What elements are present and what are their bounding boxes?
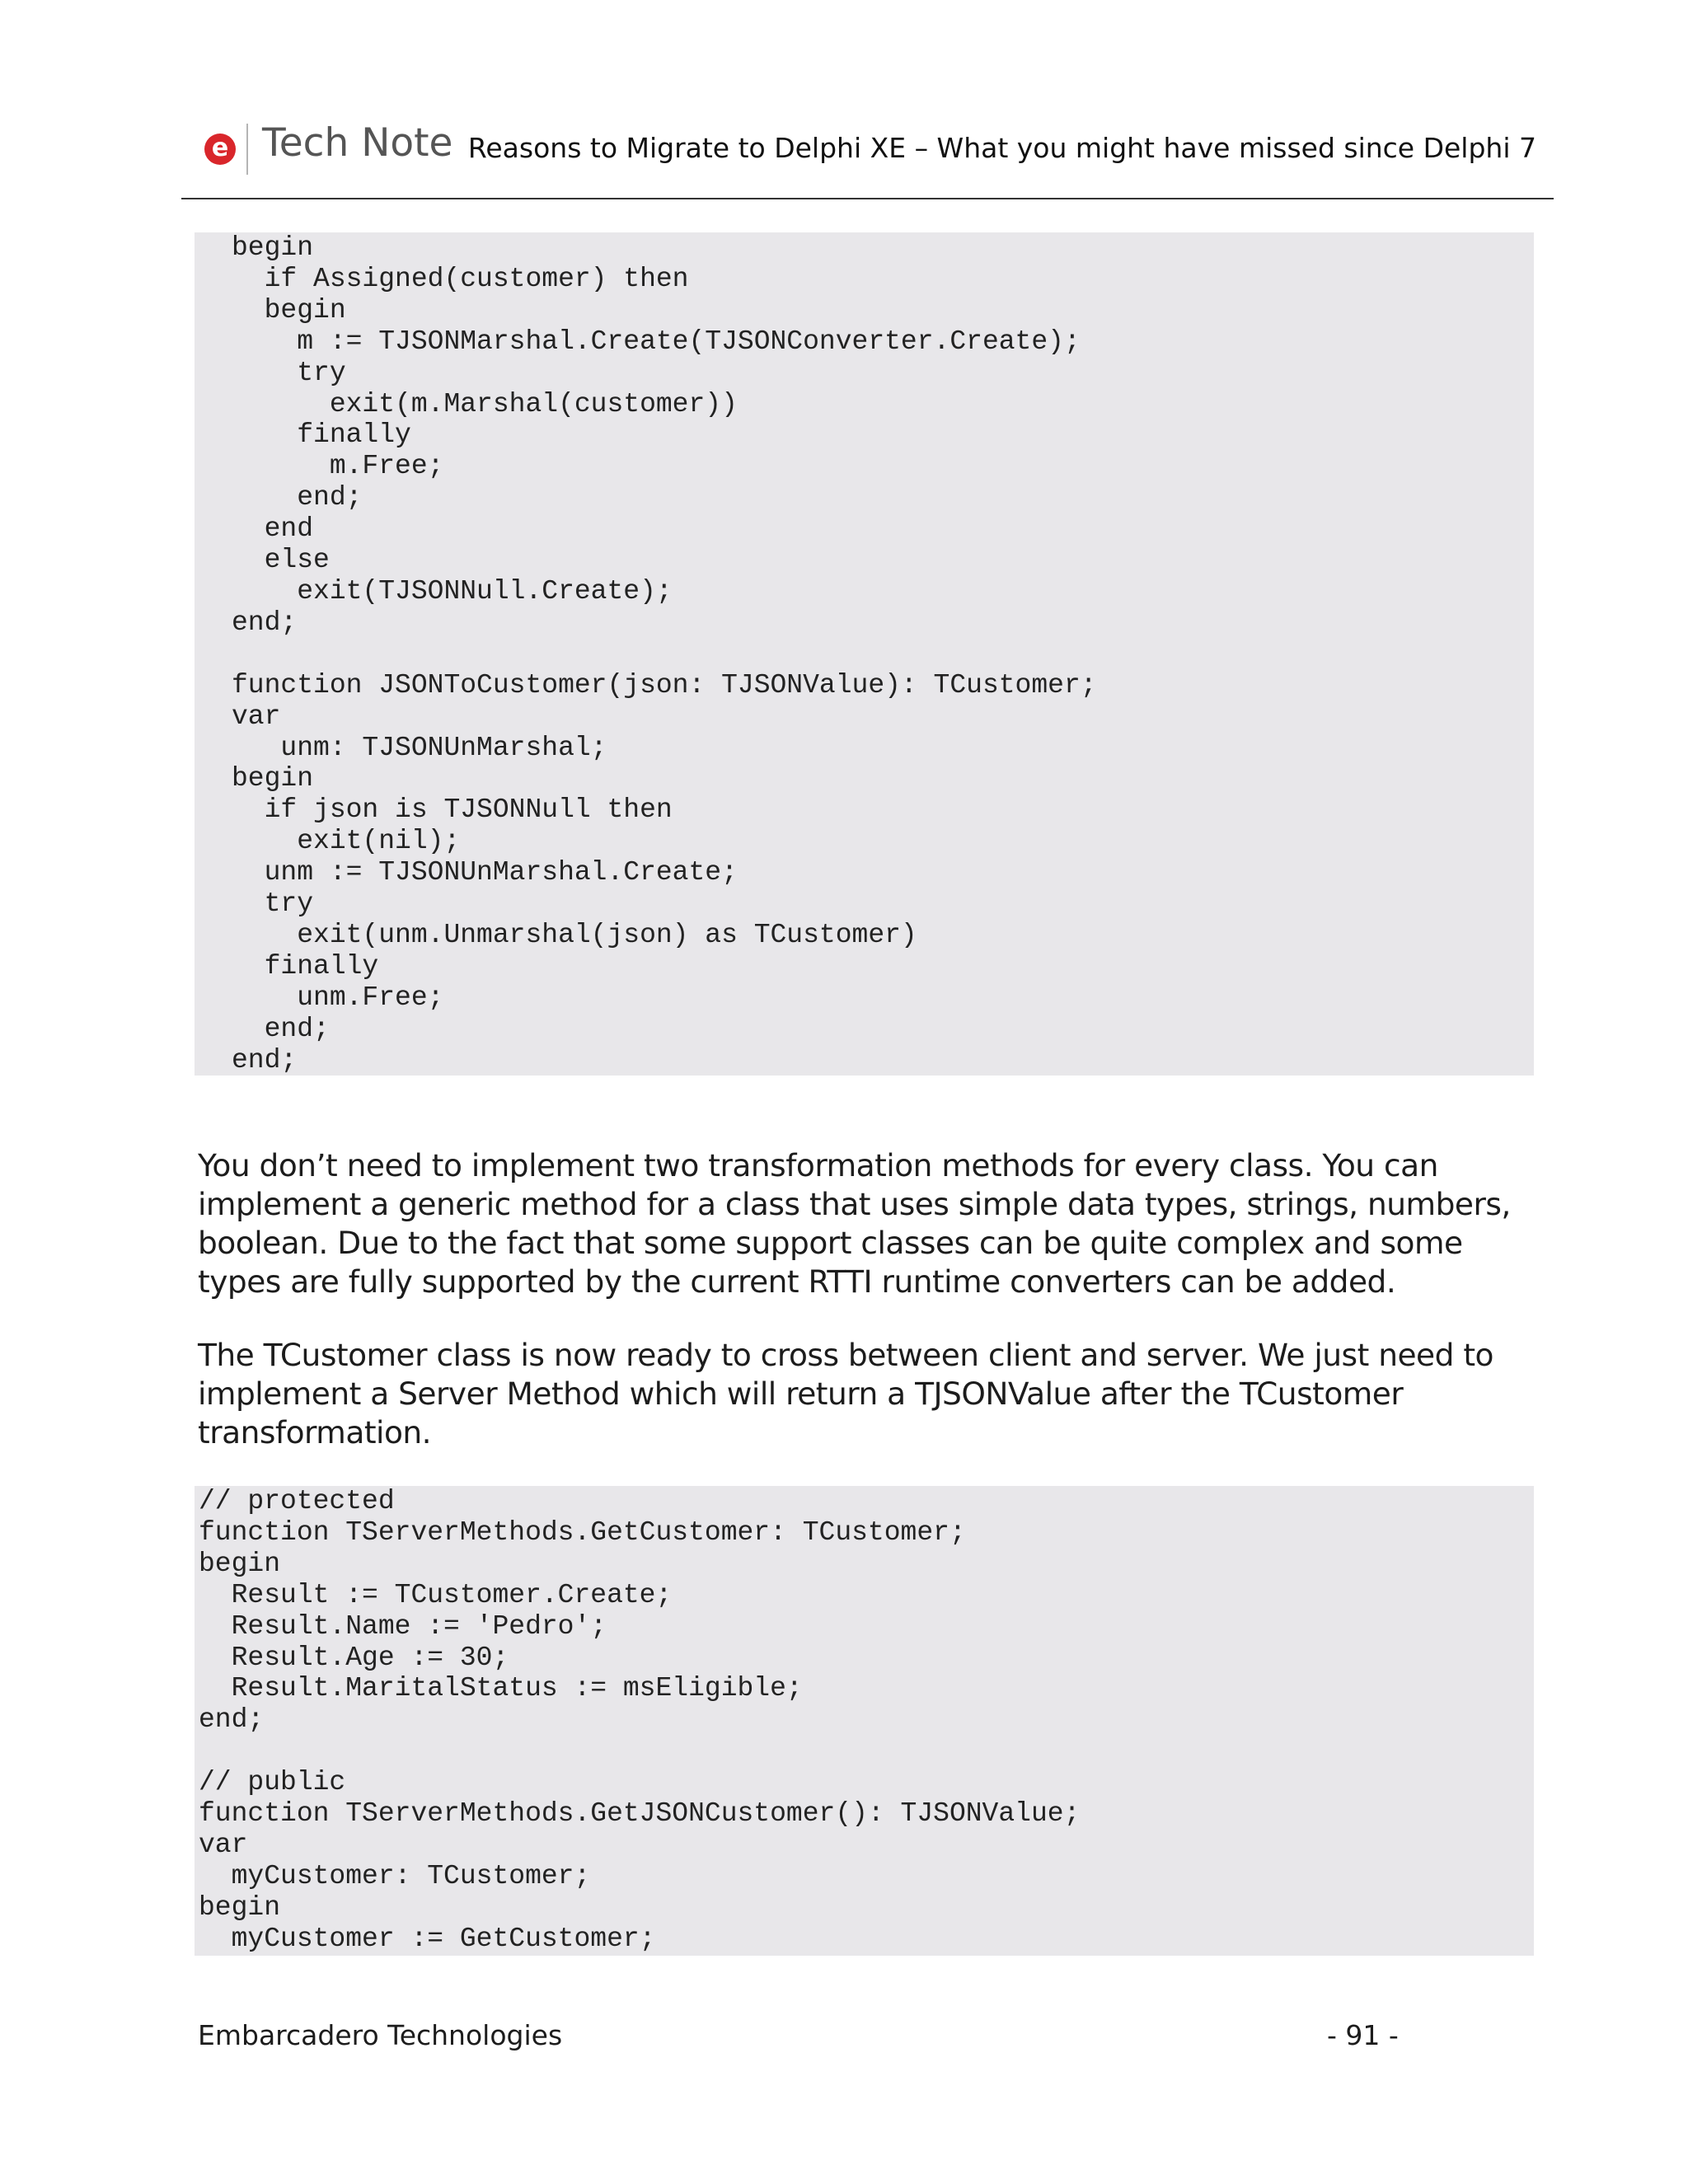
body-paragraph: You don’t need to implement two transformation methods for every class. You can implement a generic method for a class that uses simple data types, strings, numbers, boolean. Due to the fact that some support classes can be quite complex and some types are fully supported by the current RTTI runtime converters can be added. (198, 1147, 1511, 1300)
logo-letter: e (211, 133, 229, 162)
embarcadero-logo-icon (204, 134, 236, 165)
document-title: Reasons to Migrate to Delphi XE – What you might have missed since Delphi 7 (467, 132, 1536, 164)
header-rule (181, 198, 1554, 199)
logo-divider (246, 124, 248, 175)
body-paragraph: The TCustomer class is now ready to cross between client and server. We just need to implement a Server Method which will return a TJSONValue after the TCustomer transformation. (198, 1337, 1493, 1451)
footer-company: Embarcadero Technologies (198, 2019, 563, 2051)
code-block-json-conversion: begin if Assigned(customer) then begin m := TJSONMarshal.Create(TJSONConverter.Create); try exit(m.Marshal(customer)) finally m.Free; end; end else exit(TJSONNull.Create); end; function JSONToCustomer(json: TJSONValue): TCustomer; var unm: TJSONUnMarshal; begin if json is TJSONNull then exit(nil); unm := TJSONUnMarshal.Create; try exit(unm.Unmarshal(json) as TCustomer) finally unm.Free; end; end; (195, 232, 1534, 1076)
footer-page-number: - 91 - (1327, 2019, 1399, 2051)
page-header (0, 0, 1688, 202)
logo-text: Tech Note (262, 120, 453, 166)
code-block-server-methods: // protected function TServerMethods.GetCustomer: TCustomer; begin Result := TCustomer.Create; Result.Name := 'Pedro'; Result.Age := 30; Result.MaritalStatus := msEligible; end; // public function TServerMethods.GetJSONCustomer(): TJSONValue; var myCustomer: TCustomer; begin myCustomer := GetCustomer; (195, 1486, 1534, 1956)
